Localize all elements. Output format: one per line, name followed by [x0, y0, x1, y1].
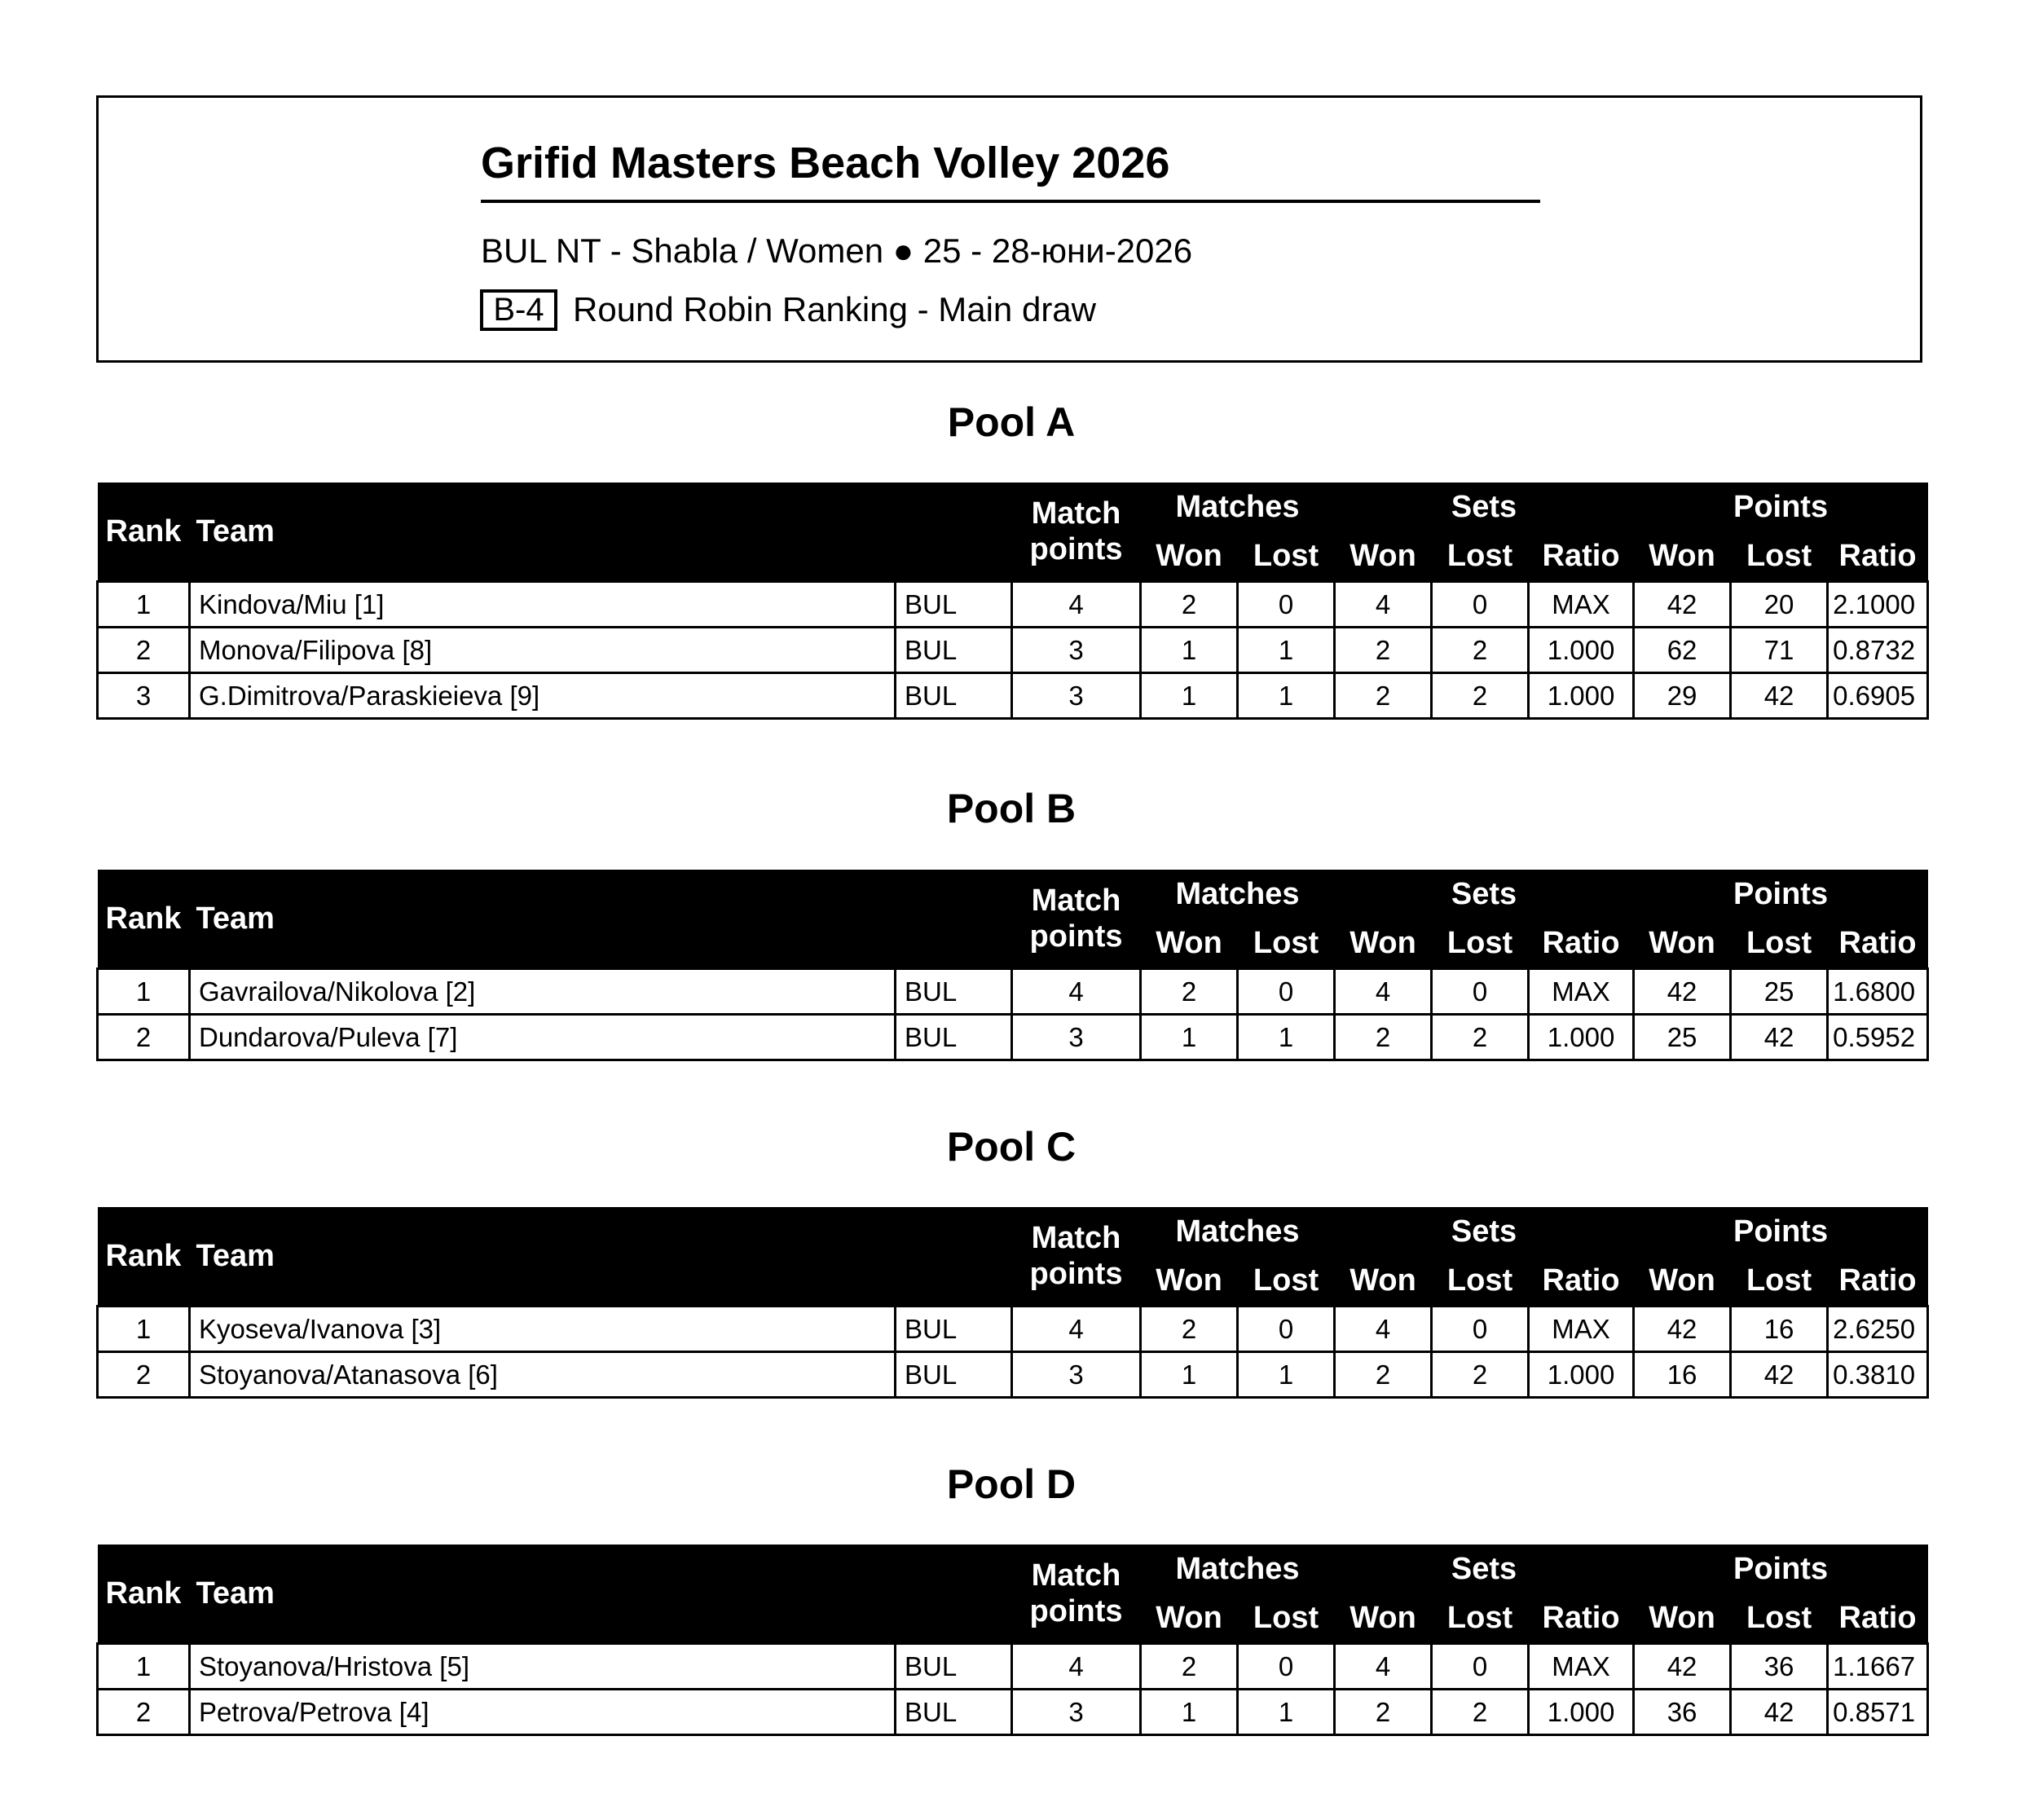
sets-lost-header: Lost — [1432, 1593, 1529, 1644]
points-ratio-cell: 0.6905 — [1828, 673, 1928, 719]
matches-lost-cell: 1 — [1238, 1352, 1335, 1398]
matches-won-cell: 1 — [1141, 1352, 1238, 1398]
rank-header: Rank — [98, 1545, 190, 1644]
sets-header: Sets — [1335, 870, 1634, 919]
sets-header: Sets — [1335, 1545, 1634, 1593]
team-cell: Petrova/Petrova [4] — [190, 1690, 896, 1735]
matches-lost-cell: 1 — [1238, 673, 1335, 719]
match-points-header: Match points — [1012, 483, 1141, 582]
points-lost-cell: 71 — [1731, 628, 1828, 673]
team-header: Team — [190, 1545, 1012, 1644]
points-lost-cell: 42 — [1731, 673, 1828, 719]
matches-won-header: Won — [1141, 1256, 1238, 1307]
sets-won-cell: 4 — [1335, 582, 1432, 628]
matches-won-header: Won — [1141, 531, 1238, 582]
sets-ratio-cell: 1.000 — [1529, 1015, 1634, 1060]
pool-ranking-table — [96, 870, 1929, 1061]
points-won-header: Won — [1634, 1593, 1731, 1644]
pool-title: Pool C — [946, 1124, 1077, 1170]
pool-ranking-table — [96, 483, 1929, 720]
matches-lost-header: Lost — [1238, 531, 1335, 582]
sets-ratio-header: Ratio — [1529, 919, 1634, 969]
points-won-header: Won — [1634, 1256, 1731, 1307]
sets-lost-cell: 2 — [1432, 1690, 1529, 1735]
team-cell: Kindova/Miu [1] — [190, 582, 896, 628]
points-header: Points — [1634, 1207, 1928, 1256]
matches-lost-cell: 0 — [1238, 582, 1335, 628]
country-cell: BUL — [896, 1307, 1012, 1352]
pool-title: Pool B — [946, 786, 1077, 831]
matches-lost-cell: 1 — [1238, 1015, 1335, 1060]
matches-lost-cell: 1 — [1238, 628, 1335, 673]
points-header: Points — [1634, 870, 1928, 919]
rank-header: Rank — [98, 870, 190, 969]
points-ratio-cell: 2.1000 — [1828, 582, 1928, 628]
matches-header: Matches — [1141, 1545, 1335, 1593]
team-cell: Dundarova/Puleva [7] — [190, 1015, 896, 1060]
points-won-cell: 62 — [1634, 628, 1731, 673]
sets-won-cell: 2 — [1335, 1015, 1432, 1060]
sets-ratio-cell: MAX — [1529, 582, 1634, 628]
sets-ratio-header: Ratio — [1529, 1256, 1634, 1307]
points-won-cell: 42 — [1634, 582, 1731, 628]
points-won-cell: 36 — [1634, 1690, 1731, 1735]
sets-ratio-cell: MAX — [1529, 1307, 1634, 1352]
points-lost-header: Lost — [1731, 531, 1828, 582]
country-cell: BUL — [896, 628, 1012, 673]
matches-header: Matches — [1141, 870, 1335, 919]
matches-lost-header: Lost — [1238, 1593, 1335, 1644]
pool-title: Pool A — [947, 399, 1076, 445]
sets-ratio-cell: MAX — [1529, 969, 1634, 1015]
match-points-header: Match points — [1012, 1207, 1141, 1307]
points-won-cell: 42 — [1634, 969, 1731, 1015]
sets-won-cell: 4 — [1335, 1307, 1432, 1352]
table-row — [98, 582, 1928, 628]
sets-ratio-header: Ratio — [1529, 1593, 1634, 1644]
matches-lost-cell: 0 — [1238, 1307, 1335, 1352]
sets-ratio-header: Ratio — [1529, 531, 1634, 582]
points-lost-cell: 20 — [1731, 582, 1828, 628]
sets-won-cell: 2 — [1335, 673, 1432, 719]
sets-won-header: Won — [1335, 1256, 1432, 1307]
matches-won-header: Won — [1141, 919, 1238, 969]
event-title: Grifid Masters Beach Volley 2026 — [481, 139, 1170, 187]
table-row — [98, 1307, 1928, 1352]
match-points-header: Match points — [1012, 1545, 1141, 1644]
team-header: Team — [190, 483, 1012, 582]
team-cell: Kyoseva/Ivanova [3] — [190, 1307, 896, 1352]
team-header: Team — [190, 1207, 1012, 1307]
match-points-cell: 4 — [1012, 582, 1141, 628]
sets-lost-header: Lost — [1432, 531, 1529, 582]
country-cell: BUL — [896, 673, 1012, 719]
matches-won-cell: 1 — [1141, 628, 1238, 673]
matches-lost-cell: 1 — [1238, 1690, 1335, 1735]
match-points-cell: 3 — [1012, 1015, 1141, 1060]
rank-header: Rank — [98, 483, 190, 582]
team-cell: Gavrailova/Nikolova [2] — [190, 969, 896, 1015]
country-cell: BUL — [896, 582, 1012, 628]
points-won-cell: 42 — [1634, 1307, 1731, 1352]
country-cell: BUL — [896, 969, 1012, 1015]
points-won-header: Won — [1634, 531, 1731, 582]
points-ratio-cell: 1.1667 — [1828, 1644, 1928, 1690]
points-lost-header: Lost — [1731, 1256, 1828, 1307]
pool-title: Pool D — [946, 1461, 1077, 1507]
points-ratio-cell: 0.8571 — [1828, 1690, 1928, 1735]
rank-header: Rank — [98, 1207, 190, 1307]
table-row — [98, 628, 1928, 673]
points-header: Points — [1634, 1545, 1928, 1593]
sets-won-cell: 4 — [1335, 969, 1432, 1015]
points-ratio-cell: 1.6800 — [1828, 969, 1928, 1015]
sets-ratio-cell: MAX — [1529, 1644, 1634, 1690]
event-subtitle: BUL NT - Shabla / Women ● 25 - 28-юни-2026 — [481, 231, 1193, 270]
sets-lost-header: Lost — [1432, 919, 1529, 969]
matches-won-cell: 1 — [1141, 673, 1238, 719]
pool-ranking-table — [96, 1545, 1929, 1736]
matches-header: Matches — [1141, 1207, 1335, 1256]
points-lost-cell: 42 — [1731, 1352, 1828, 1398]
matches-lost-header: Lost — [1238, 919, 1335, 969]
sets-won-header: Won — [1335, 531, 1432, 582]
points-lost-cell: 42 — [1731, 1015, 1828, 1060]
points-lost-cell: 16 — [1731, 1307, 1828, 1352]
draw-code-badge: B-4 — [480, 289, 557, 331]
sets-header: Sets — [1335, 483, 1634, 531]
rank-cell: 1 — [98, 582, 190, 628]
sets-won-cell: 2 — [1335, 1690, 1432, 1735]
matches-lost-cell: 0 — [1238, 969, 1335, 1015]
title-underline — [481, 200, 1540, 203]
sets-lost-cell: 2 — [1432, 673, 1529, 719]
sets-lost-cell: 2 — [1432, 628, 1529, 673]
sets-lost-cell: 2 — [1432, 1352, 1529, 1398]
points-ratio-cell: 2.6250 — [1828, 1307, 1928, 1352]
matches-won-cell: 2 — [1141, 969, 1238, 1015]
matches-won-cell: 2 — [1141, 1644, 1238, 1690]
table-row — [98, 1644, 1928, 1690]
sets-ratio-cell: 1.000 — [1529, 1352, 1634, 1398]
sets-ratio-cell: 1.000 — [1529, 628, 1634, 673]
rank-cell: 3 — [98, 673, 190, 719]
sets-header: Sets — [1335, 1207, 1634, 1256]
matches-won-cell: 1 — [1141, 1015, 1238, 1060]
team-cell: Monova/Filipova [8] — [190, 628, 896, 673]
sets-won-cell: 2 — [1335, 628, 1432, 673]
country-cell: BUL — [896, 1015, 1012, 1060]
sets-won-cell: 4 — [1335, 1644, 1432, 1690]
matches-won-header: Won — [1141, 1593, 1238, 1644]
table-row — [98, 1690, 1928, 1735]
points-lost-cell: 36 — [1731, 1644, 1828, 1690]
team-cell: Stoyanova/Atanasova [6] — [190, 1352, 896, 1398]
table-row — [98, 969, 1928, 1015]
rank-cell: 2 — [98, 1015, 190, 1060]
points-lost-header: Lost — [1731, 919, 1828, 969]
match-points-cell: 3 — [1012, 1352, 1141, 1398]
pool-ranking-table — [96, 1207, 1929, 1399]
team-header: Team — [190, 870, 1012, 969]
points-ratio-header: Ratio — [1828, 1593, 1928, 1644]
points-ratio-cell: 0.8732 — [1828, 628, 1928, 673]
country-cell: BUL — [896, 1352, 1012, 1398]
rank-cell: 1 — [98, 1307, 190, 1352]
sets-lost-header: Lost — [1432, 1256, 1529, 1307]
sets-lost-cell: 0 — [1432, 969, 1529, 1015]
sets-lost-cell: 0 — [1432, 582, 1529, 628]
rank-cell: 2 — [98, 628, 190, 673]
table-row — [98, 1015, 1928, 1060]
matches-lost-cell: 0 — [1238, 1644, 1335, 1690]
country-cell: BUL — [896, 1690, 1012, 1735]
sets-lost-cell: 0 — [1432, 1307, 1529, 1352]
points-won-header: Won — [1634, 919, 1731, 969]
matches-won-cell: 1 — [1141, 1690, 1238, 1735]
match-points-header: Match points — [1012, 870, 1141, 969]
match-points-cell: 3 — [1012, 1690, 1141, 1735]
sets-ratio-cell: 1.000 — [1529, 673, 1634, 719]
sets-won-cell: 2 — [1335, 1352, 1432, 1398]
sets-lost-cell: 0 — [1432, 1644, 1529, 1690]
points-won-cell: 42 — [1634, 1644, 1731, 1690]
sets-ratio-cell: 1.000 — [1529, 1690, 1634, 1735]
match-points-cell: 3 — [1012, 628, 1141, 673]
points-ratio-header: Ratio — [1828, 1256, 1928, 1307]
table-row — [98, 1352, 1928, 1398]
matches-lost-header: Lost — [1238, 1256, 1335, 1307]
matches-header: Matches — [1141, 483, 1335, 531]
rank-cell: 1 — [98, 969, 190, 1015]
match-points-cell: 3 — [1012, 673, 1141, 719]
points-ratio-cell: 0.3810 — [1828, 1352, 1928, 1398]
match-points-cell: 4 — [1012, 1307, 1141, 1352]
points-lost-header: Lost — [1731, 1593, 1828, 1644]
sets-won-header: Won — [1335, 919, 1432, 969]
match-points-cell: 4 — [1012, 969, 1141, 1015]
rank-cell: 2 — [98, 1352, 190, 1398]
points-ratio-header: Ratio — [1828, 531, 1928, 582]
table-row — [98, 673, 1928, 719]
points-won-cell: 29 — [1634, 673, 1731, 719]
sets-lost-cell: 2 — [1432, 1015, 1529, 1060]
team-cell: G.Dimitrova/Paraskieieva [9] — [190, 673, 896, 719]
matches-won-cell: 2 — [1141, 1307, 1238, 1352]
points-ratio-header: Ratio — [1828, 919, 1928, 969]
draw-title: Round Robin Ranking - Main draw — [573, 290, 1096, 328]
points-lost-cell: 25 — [1731, 969, 1828, 1015]
points-lost-cell: 42 — [1731, 1690, 1828, 1735]
points-won-cell: 16 — [1634, 1352, 1731, 1398]
points-won-cell: 25 — [1634, 1015, 1731, 1060]
sets-won-header: Won — [1335, 1593, 1432, 1644]
country-cell: BUL — [896, 1644, 1012, 1690]
match-points-cell: 4 — [1012, 1644, 1141, 1690]
points-ratio-cell: 0.5952 — [1828, 1015, 1928, 1060]
team-cell: Stoyanova/Hristova [5] — [190, 1644, 896, 1690]
rank-cell: 2 — [98, 1690, 190, 1735]
matches-won-cell: 2 — [1141, 582, 1238, 628]
points-header: Points — [1634, 483, 1928, 531]
rank-cell: 1 — [98, 1644, 190, 1690]
